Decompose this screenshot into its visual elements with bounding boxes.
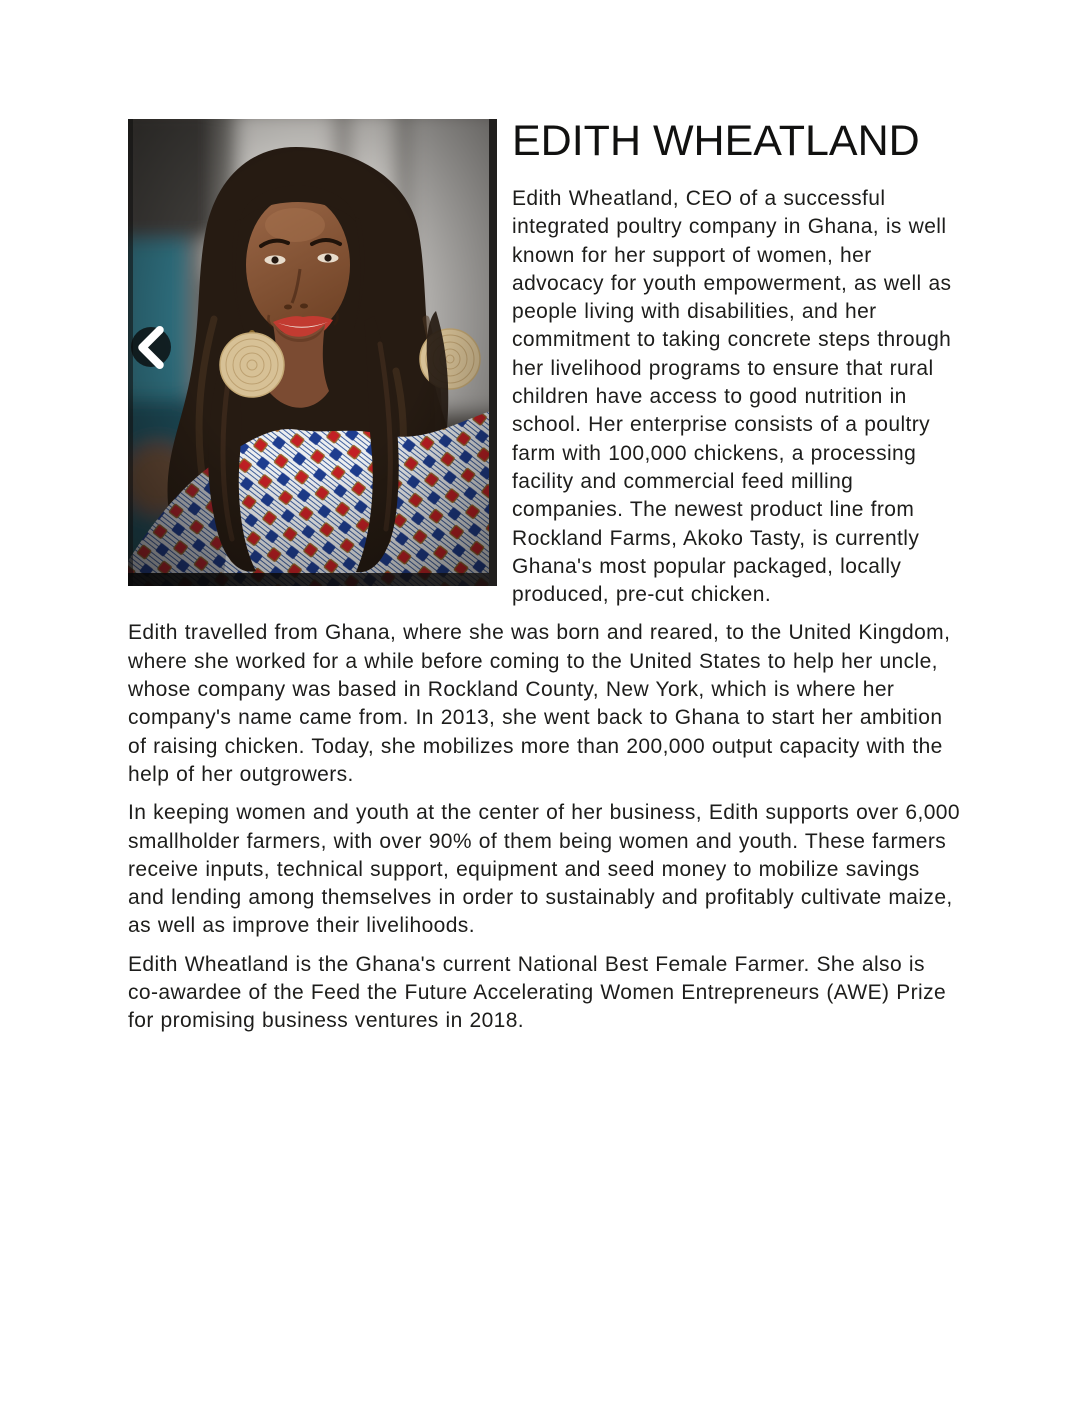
bio-paragraph-farmers: In keeping women and youth at the center of her business, Edith supports over 6,000 smallholder farmers, with over 90% of them being women and youth. These farmers receive inputs, technical support, equipment and seed money to mobilize savings and lending among themselves in order to sustainably and profitably cultivate maize, as well as improve their livelihoods. <box>128 801 960 938</box>
portrait-illustration <box>128 119 497 586</box>
bio-paragraph-awards: Edith Wheatland is the Ghana's current National Best Female Farmer. She also is co-awardee of the Feed the Future Accelerating Women Entrepreneurs (AWE) Prize for promising business ventures in 2018. <box>128 952 947 1033</box>
bio-paragraph-journey: Edith travelled from Ghana, where she was born and reared, to the United Kingdom, where she worked for a while before coming to the United States to help her uncle, whose company was based in Rockland County, New York, which is where her company's name came from. In 2013, she went back to Ghana to start her ambition of raising chicken. Today, she mobilizes more than 200,000 output capacity with the help of her outgrowers. <box>128 621 951 786</box>
carousel-gap-strip <box>489 119 497 586</box>
carousel-previous-button[interactable] <box>131 327 171 367</box>
profile-photo <box>128 119 497 586</box>
bio-paragraph-intro: Edith Wheatland, CEO of a successful integrated poultry company in Ghana, is well known for her support of women, her advocacy for youth empowerment, as well as people living with disabilities, and her commitment to taking concrete steps through her livelihood programs to ensure that rural children have access to good nutrition in school. Her enterprise consists of a poultry farm with 100,000 chickens, a processing facility and commercial feed milling companies. The newest product line from Rockland Farms, Akoko Tasty, is currently Ghana's most popular packaged, locally produced, pre-cut chicken. <box>512 187 952 607</box>
photo-caption-bar <box>128 573 497 586</box>
page-title: EDITH WHEATLAND <box>512 117 920 165</box>
chevron-left-icon <box>131 119 171 581</box>
